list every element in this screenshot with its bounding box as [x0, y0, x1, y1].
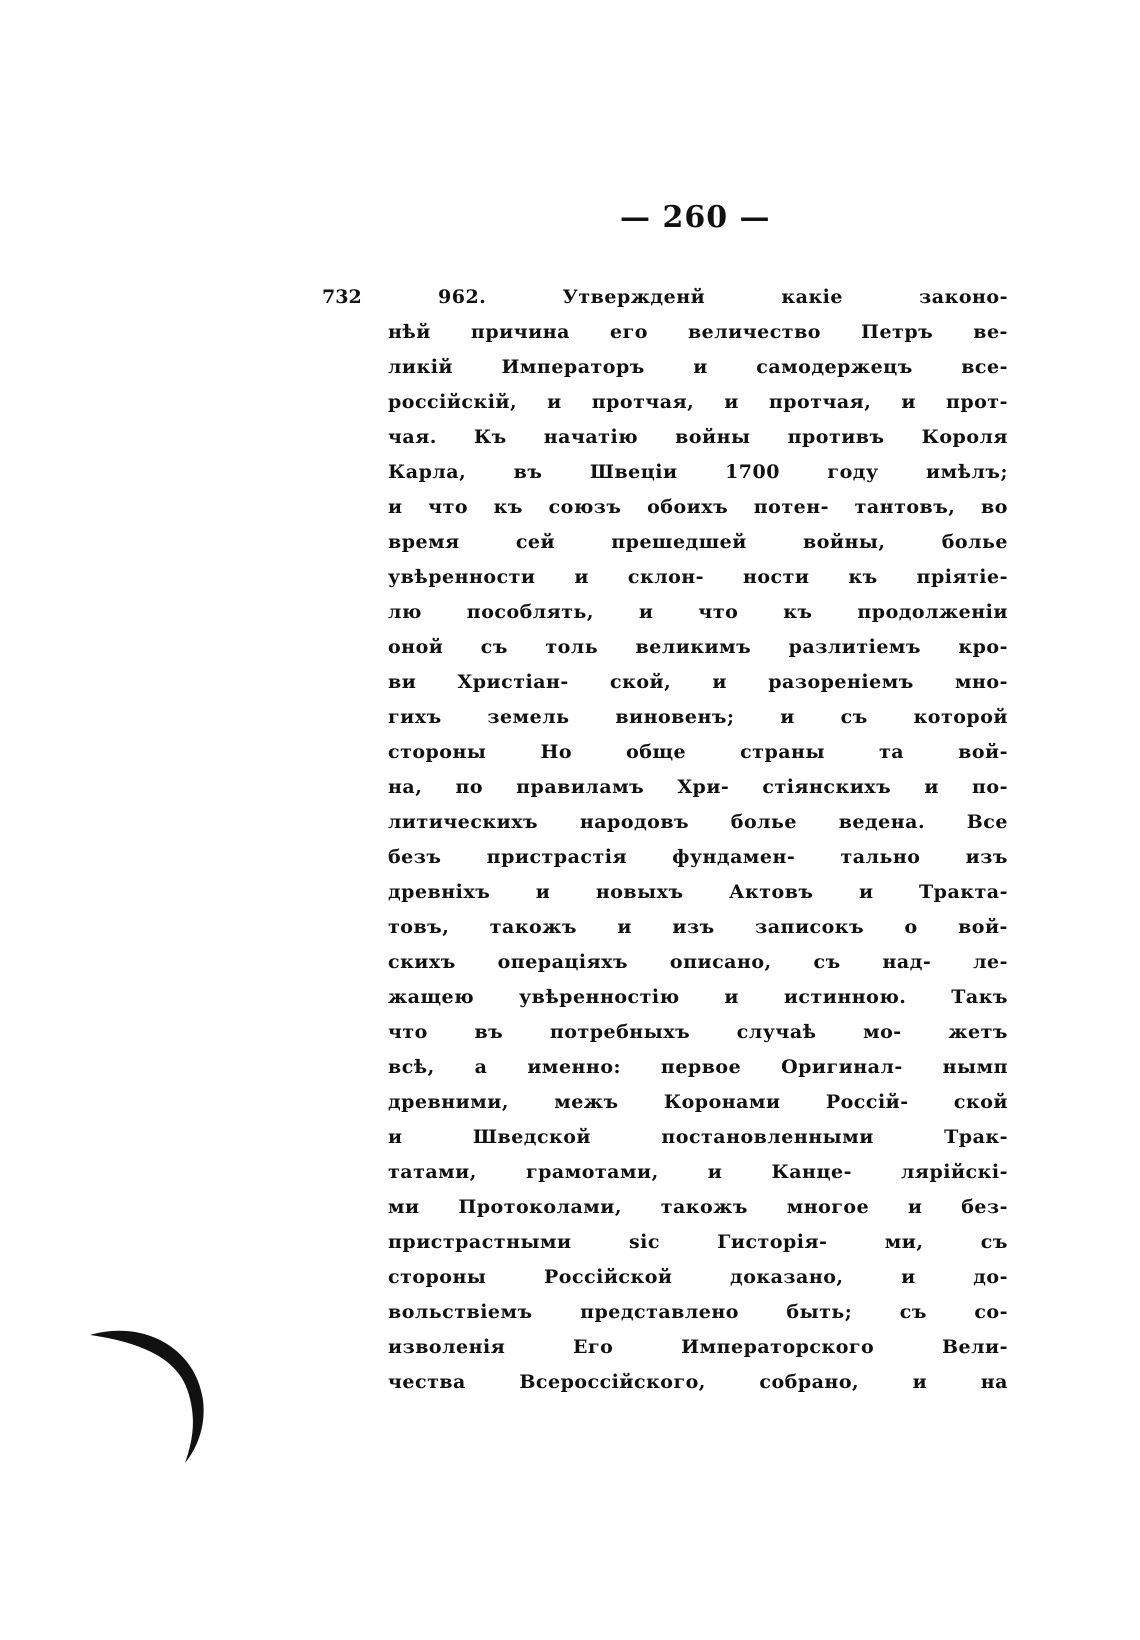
word: протчая,	[591, 391, 695, 413]
text-line	[388, 630, 1008, 665]
word: вольствiемъ	[388, 1301, 533, 1323]
word: доказано,	[730, 1266, 844, 1288]
word: гихъ	[388, 706, 442, 728]
word: такожъ	[660, 1196, 748, 1218]
text-line	[388, 1085, 1008, 1120]
word: чая.	[388, 426, 437, 448]
word: Трак-	[944, 1126, 1008, 1148]
scan-artifact-arc	[85, 1325, 215, 1465]
word: прот-	[945, 391, 1008, 413]
word: Россiйской	[544, 1266, 673, 1288]
word: и	[638, 601, 654, 623]
word: причина	[470, 321, 570, 343]
word: Вели-	[941, 1336, 1008, 1358]
word: Императорского	[681, 1336, 875, 1358]
word: народовъ	[579, 811, 690, 833]
word: собрано,	[759, 1371, 860, 1393]
word: над-	[882, 951, 932, 973]
text-line	[388, 315, 1008, 350]
word: войны,	[803, 531, 886, 553]
word: случаѣ	[736, 1021, 817, 1043]
text-line	[388, 770, 1008, 805]
word: протчая,	[768, 391, 872, 413]
word: къ	[493, 496, 523, 518]
word: ведена.	[838, 811, 926, 833]
word: операцiяхъ	[497, 951, 629, 973]
text-line	[388, 1190, 1008, 1225]
word: съ	[813, 951, 841, 973]
word: земель	[487, 706, 570, 728]
word: Христiан-	[457, 671, 569, 693]
word: въ	[513, 461, 543, 483]
word: ликiй	[388, 356, 454, 378]
word: лярiйскi-	[901, 1161, 1008, 1183]
word: новыхъ	[595, 881, 684, 903]
word: жетъ	[948, 1021, 1008, 1043]
text-line	[388, 910, 1008, 945]
word: Канце-	[771, 1161, 852, 1183]
word: въ	[474, 1021, 504, 1043]
word: без-	[961, 1196, 1008, 1218]
word: Короля	[921, 426, 1008, 448]
text-line	[388, 700, 1008, 735]
text-line	[388, 1120, 1008, 1155]
word: войны	[675, 426, 751, 448]
text-line	[388, 455, 1008, 490]
word: что	[428, 496, 469, 518]
word: быть;	[786, 1301, 853, 1323]
word: обще	[626, 741, 687, 763]
word: виновенъ;	[615, 706, 735, 728]
word: фундамен-	[672, 846, 796, 868]
word: его	[610, 321, 648, 343]
word: безъ	[388, 846, 442, 868]
word: sic	[628, 1231, 660, 1253]
word: съ	[980, 1231, 1008, 1253]
word: болье	[941, 531, 1008, 553]
word: съ	[899, 1301, 927, 1323]
text-line	[388, 1365, 1008, 1400]
word: и	[574, 566, 590, 588]
word: къ	[848, 566, 878, 588]
word: ми,	[884, 1231, 924, 1253]
text-line	[388, 1260, 1008, 1295]
word: россiйскiй,	[388, 391, 518, 413]
word: многое	[786, 1196, 870, 1218]
word: пристрастными	[388, 1231, 572, 1253]
word: на,	[388, 776, 423, 798]
text-line	[388, 385, 1008, 420]
word: склон-	[627, 566, 705, 588]
word: страны	[740, 741, 826, 763]
word: и	[693, 356, 708, 378]
word: скихъ	[388, 951, 456, 973]
word: Къ	[473, 426, 507, 448]
word: и	[901, 1266, 916, 1288]
word: сей	[515, 531, 556, 553]
word: и	[547, 391, 562, 413]
word: что	[388, 1021, 428, 1043]
word: самодержецъ	[756, 356, 913, 378]
word: и	[388, 1126, 403, 1148]
word: первое	[660, 1056, 742, 1078]
text-line	[388, 560, 1008, 595]
word: и	[724, 986, 739, 1008]
word: и	[912, 1371, 928, 1393]
word: ве-	[973, 321, 1008, 343]
word: Всероссiйского,	[519, 1371, 706, 1393]
word: и	[907, 1196, 923, 1218]
word: величество	[687, 321, 821, 343]
text-line	[388, 490, 1008, 525]
word: и	[712, 671, 728, 693]
word: Но	[540, 741, 573, 763]
word: Россiй-	[825, 1091, 909, 1113]
word: продолженiи	[857, 601, 1008, 623]
word: противъ	[787, 426, 885, 448]
word: тантовъ,	[854, 496, 956, 518]
word: истинною.	[783, 986, 907, 1008]
word: и	[535, 881, 551, 903]
word: съ	[480, 636, 508, 658]
word: древнiхъ	[388, 881, 491, 903]
text-line	[388, 665, 1008, 700]
word: всѣ,	[388, 1056, 435, 1078]
word: болье	[730, 811, 798, 833]
word: все-	[961, 356, 1008, 378]
word: постановленными	[661, 1126, 874, 1148]
word: прiятiе-	[916, 566, 1008, 588]
word: вой-	[958, 916, 1008, 938]
word: обоихъ	[647, 496, 729, 518]
word: изволенiя	[388, 1336, 506, 1358]
word: прешедшей	[611, 531, 747, 553]
word: Такъ	[951, 986, 1008, 1008]
word: тально	[840, 846, 921, 868]
word: правиламъ	[516, 776, 645, 798]
word: стороны	[388, 741, 487, 763]
word: нымп	[942, 1056, 1008, 1078]
word: стiянскихъ	[762, 776, 892, 798]
word: законо-	[919, 286, 1008, 308]
word: Императоръ	[501, 356, 645, 378]
text-line	[388, 350, 1008, 385]
word: имѣлъ;	[926, 461, 1008, 483]
word: товъ,	[388, 916, 450, 938]
word: 1700	[725, 461, 780, 483]
word: Шведской	[472, 1126, 592, 1148]
word: ми	[388, 1196, 420, 1218]
word: которой	[913, 706, 1008, 728]
word: увѣренности	[388, 566, 536, 588]
word: изъ	[965, 846, 1008, 868]
word: ности	[742, 566, 810, 588]
word: и	[780, 706, 795, 728]
word: та	[879, 741, 905, 763]
word: великимъ	[635, 636, 752, 658]
word: Петръ	[861, 321, 934, 343]
word: Его	[573, 1336, 614, 1358]
word: Утвержденй	[562, 286, 706, 308]
text-line	[388, 280, 1008, 315]
word: разоренiемъ	[768, 671, 914, 693]
word: что	[698, 601, 739, 623]
word: съ	[840, 706, 868, 728]
text-line	[388, 595, 1008, 630]
word: пособлять,	[466, 601, 595, 623]
word: а	[474, 1056, 488, 1078]
text-line	[388, 1155, 1008, 1190]
word: мно-	[955, 671, 1008, 693]
word: изъ	[672, 916, 715, 938]
word: стороны	[388, 1266, 487, 1288]
word: и	[388, 496, 403, 518]
word: Трактa-	[919, 881, 1008, 903]
text-line	[388, 805, 1008, 840]
word: Карла,	[388, 461, 467, 483]
text-line	[388, 875, 1008, 910]
word: и	[924, 776, 939, 798]
text-line	[388, 1015, 1008, 1050]
word: начатiю	[543, 426, 639, 448]
word: Гисторiя-	[717, 1231, 828, 1253]
word: грамотами,	[525, 1161, 659, 1183]
word: древними,	[388, 1091, 509, 1113]
body-text	[388, 280, 1008, 1400]
word: и	[707, 1161, 723, 1183]
text-line	[388, 1295, 1008, 1330]
word: межъ	[554, 1091, 619, 1113]
word: во	[981, 496, 1008, 518]
word: году	[827, 461, 879, 483]
word: ской,	[610, 671, 672, 693]
word: Протоколами,	[458, 1196, 622, 1218]
word: нѣй	[388, 321, 431, 343]
word: Актовъ	[729, 881, 814, 903]
word: мо-	[863, 1021, 902, 1043]
word: какiе	[781, 286, 843, 308]
word: на	[980, 1371, 1008, 1393]
page-number: — 260 —	[620, 200, 771, 235]
word: Оригинал-	[781, 1056, 903, 1078]
word: по-	[972, 776, 1008, 798]
word: жащею	[388, 986, 475, 1008]
text-line	[388, 735, 1008, 770]
word: потен-	[753, 496, 829, 518]
word: Коронами	[663, 1091, 781, 1113]
word: записокъ	[755, 916, 865, 938]
word: представлено	[580, 1301, 739, 1323]
word: Швецiи	[589, 461, 678, 483]
word: лю	[388, 601, 422, 623]
word: и	[858, 881, 874, 903]
word: и	[724, 391, 739, 413]
word: къ	[783, 601, 813, 623]
word: увѣренностiю	[518, 986, 680, 1008]
word: Хри-	[677, 776, 730, 798]
word: татами,	[388, 1161, 477, 1183]
word: ви	[388, 671, 417, 693]
word: именно:	[527, 1056, 622, 1078]
word: и	[617, 916, 632, 938]
word: описано,	[669, 951, 772, 973]
margin-mark: 732	[322, 286, 362, 308]
text-line	[388, 420, 1008, 455]
text-line	[388, 1050, 1008, 1085]
word: союзъ	[548, 496, 622, 518]
text-line	[388, 525, 1008, 560]
word: оной	[388, 636, 444, 658]
word: чества	[388, 1371, 466, 1393]
word: кро-	[958, 636, 1008, 658]
text-line	[388, 1330, 1008, 1365]
word: пристрастiя	[486, 846, 627, 868]
word: до-	[973, 1266, 1008, 1288]
word: время	[388, 531, 460, 553]
word: Все	[966, 811, 1008, 833]
word: по	[455, 776, 484, 798]
word: ской	[953, 1091, 1008, 1113]
word: ле-	[973, 951, 1008, 973]
word: разлитiемъ	[788, 636, 921, 658]
word: литическихъ	[388, 811, 539, 833]
word: потребныхъ	[549, 1021, 691, 1043]
word: такожъ	[489, 916, 577, 938]
word: вой-	[958, 741, 1008, 763]
word: о	[904, 916, 918, 938]
text-line	[388, 980, 1008, 1015]
text-line	[388, 945, 1008, 980]
text-line	[388, 840, 1008, 875]
word: со-	[974, 1301, 1008, 1323]
word: толь	[545, 636, 599, 658]
paragraph-number: 962.	[438, 286, 487, 308]
text-line	[388, 1225, 1008, 1260]
word: и	[901, 391, 916, 413]
